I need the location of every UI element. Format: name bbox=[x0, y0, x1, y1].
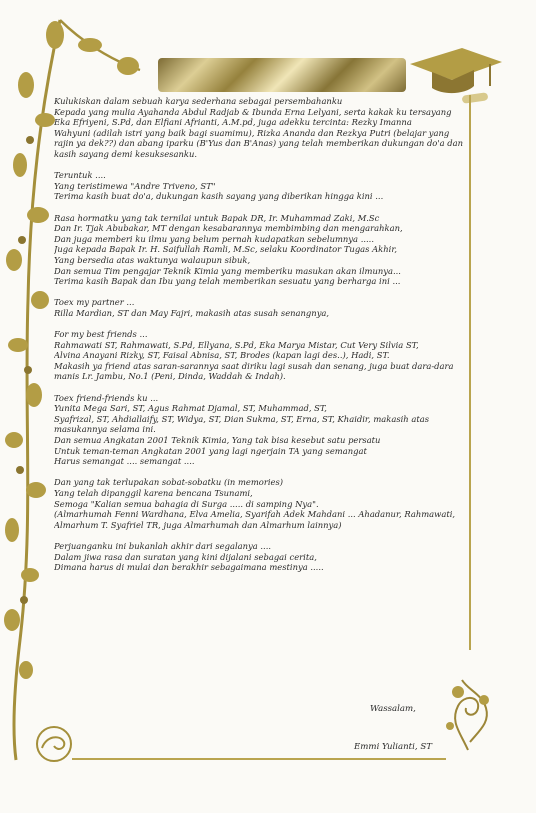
text-line: Juga kepada Bapak Ir. H. Saifullah Ramli, M.Sc, selaku Koordinator Tugas Akhir, bbox=[54, 244, 398, 255]
dedication-text bbox=[54, 96, 469, 573]
text-line: Dimana harus di mulai dan berakhir sebagaimana mestinya ..... bbox=[54, 562, 324, 573]
text-line: Rasa hormatku yang tak ternilai untuk Bapak DR, Ir. Muhammad Zaki, M.Sc bbox=[54, 212, 380, 223]
text-line: Makasih ya friend atas saran-sarannya saat diriku lagi susah dan senang, juga buat dara-dara bbox=[54, 360, 454, 371]
text-line: Untuk teman-teman Angkatan 2001 yang lagi ngerjain TA yang semangat bbox=[54, 445, 367, 456]
blank-line bbox=[54, 382, 469, 393]
text-line: Kulukiskan dalam sebuah karya sederhana sebagai persembahanku bbox=[54, 96, 343, 106]
text-line: Terima kasih Bapak dan Ibu yang telah memberikan sesuatu yang berharga ini ... bbox=[54, 276, 401, 287]
text-line: Perjuanganku ini bukanlah akhir dari segalanya .... bbox=[54, 540, 272, 551]
text-line: (Almarhumah Fenni Wardhana, Elva Amelia, Syarifah Adek Mahdani ... Ahadanur, Rahmawati, bbox=[54, 509, 456, 520]
blank-line bbox=[54, 530, 469, 541]
text-line: Syafrizal, ST, Ahdiallaify, ST, Widya, ST, Dian Sukma, ST, Erna, ST, Khaidir, makasih atas bbox=[54, 413, 430, 424]
gold-banner bbox=[158, 58, 406, 92]
text-line: Alvina Anayani Rizky, ST, Faisal Abnisa, ST, Brodes (kapan lagi des..), Hadi, ST. bbox=[54, 350, 390, 361]
text-line: Yunita Mega Sari, ST, Agus Rahmat Djamal, ST, Muhammad, ST, bbox=[54, 403, 327, 414]
text-line: Terima kasih buat do'a, dukungan kasih sayang yang diberikan hingga kini ... bbox=[54, 191, 384, 202]
text-line: Wahyuni (adilah istri yang baik bagi suamimu), Rizka Ananda dan Rezkya Putri (belajar yang bbox=[54, 127, 450, 138]
closing-text: Wassalam, bbox=[370, 704, 416, 714]
blank-line bbox=[54, 318, 469, 329]
signature: Emmi Yulianti, ST bbox=[354, 742, 432, 752]
text-line: Yang telah dipanggil karena bencana Tsunami, bbox=[54, 487, 253, 498]
blank-line bbox=[54, 160, 469, 171]
floral-ornament-icon bbox=[440, 672, 496, 752]
text-line: rajin ya dek??) dan abang iparku (B'Yus dan B'Anas) yang telah memberikan dukungan do'a dan bbox=[54, 138, 464, 149]
text-line: masukannya selama ini. bbox=[54, 424, 156, 435]
text-line: Almarhum T. Syafriel TR, juga Almarhumah dan Almarhum lainnya) bbox=[54, 519, 342, 530]
blank-line bbox=[54, 287, 469, 298]
text-line: Dan semua Tim pengajar Teknik Kimia yang memberiku masukan akan ilmunya... bbox=[54, 265, 401, 276]
text-line: kasih sayang demi kesuksesanku. bbox=[54, 148, 198, 159]
text-line: Yang teristimewa "Andre Triveno, ST" bbox=[54, 180, 216, 191]
text-line: Dan semua Angkatan 2001 Teknik Kimia, Yang tak bisa kesebut satu persatu bbox=[54, 435, 381, 445]
text-line: Dan Ir. Tjak Abubakar, MT dengan kesabarannya membimbing dan mengarahkan, bbox=[54, 223, 403, 234]
text-line: Harus semangat .... semangat .... bbox=[54, 456, 195, 467]
text-line: Dan juga memberi ku ilmu yang belum pernah kudapatkan sebelumnya ..... bbox=[54, 233, 375, 244]
text-line: Dalam jiwa rasa dan suratan yang kini dijalani sebagai cerita, bbox=[54, 551, 317, 562]
gold-horizontal-rule bbox=[72, 758, 446, 760]
text-line: Teruntuk .... bbox=[54, 170, 106, 181]
text-line: Eka Efriyeni, S.Pd, dan Elfiani Afrianti, A.M.pd, juga adekku tercinta: Rezky Imanna bbox=[54, 117, 412, 128]
text-line: Toex friend-friends ku ... bbox=[54, 392, 159, 403]
blank-line bbox=[54, 467, 469, 478]
blank-line bbox=[54, 202, 469, 213]
text-line: Semoga "Kalian semua bahagia di Surga ..... di samping Nya". bbox=[54, 498, 319, 509]
text-line: manis Lr. Jambu, No.1 (Peni, Dinda, Waddah & Indah). bbox=[54, 371, 286, 382]
text-line: Yang bersedia atas waktunya walaupun sibuk, bbox=[54, 254, 251, 265]
text-line: For my best friends ... bbox=[54, 329, 148, 340]
text-line: Rahmawati ST, Rahmawati, S.Pd, Ellyana, S.Pd, Eka Marya Mistar, Cut Very Silvia ST, bbox=[54, 339, 419, 350]
text-line: Rilla Mardian, ST dan May Fajri, makasih atas susah senangnya, bbox=[54, 307, 330, 318]
swirl-ornament-icon bbox=[34, 724, 74, 764]
text-line: Toex my partner ... bbox=[54, 297, 135, 308]
text-line: Kepada yang mulia Ayahanda Abdul Radjab & Ibunda Erna Lelyani, serta kakak ku tersayang bbox=[54, 106, 452, 117]
gold-vertical-rule bbox=[469, 95, 471, 650]
text-line: Dan yang tak terlupakan sobat-sobatku (in memories) bbox=[54, 477, 284, 488]
